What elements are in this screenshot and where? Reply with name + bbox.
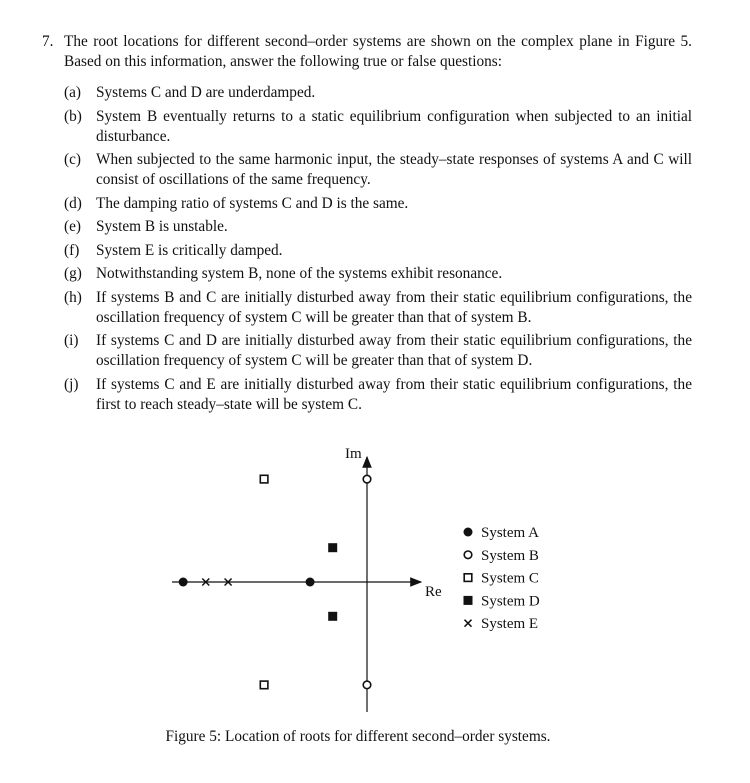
root-system-a: [306, 578, 315, 587]
legend-marker-filled-circle: [464, 528, 473, 537]
item-label: (d): [64, 194, 82, 212]
item-label: (j): [64, 375, 79, 393]
item-label: (b): [64, 107, 82, 125]
root-system-c: [260, 681, 268, 689]
legend-label: System C: [481, 570, 539, 587]
item-text: If systems C and D are initially disturbed away from their static equilibrium configurations, the oscillation frequency of system C will be greater than that of system D.: [96, 332, 692, 369]
root-system-d: [328, 612, 337, 621]
figure-caption: Figure 5: Location of roots for different second–order systems.: [165, 728, 551, 745]
item-label: (a): [64, 84, 81, 101]
root-system-b: [363, 475, 371, 483]
legend-label: System D: [481, 593, 540, 610]
item-text: System B is unstable.: [96, 218, 228, 235]
item-label: (g): [64, 265, 82, 282]
root-system-a: [179, 578, 188, 587]
item-text: Notwithstanding system B, none of the systems exhibit resonance.: [96, 265, 503, 282]
root-system-c: [260, 475, 268, 483]
root-system-b: [363, 681, 371, 689]
item-label: (e): [64, 218, 81, 235]
re-axis-label: Re: [425, 584, 442, 600]
item-label: (h): [64, 288, 82, 306]
item-text: Systems C and D are underdamped.: [96, 84, 316, 101]
legend-marker-filled-square: [464, 596, 473, 605]
question-number: 7.: [42, 33, 54, 50]
im-axis-label: Im: [345, 446, 362, 462]
item-text: If systems C and E are initially disturbed away from their static equilibrium configurations, the first to reach steady–state will be system C.: [96, 375, 692, 413]
item-label: (i): [64, 332, 79, 349]
legend-marker-open-square: [464, 574, 472, 582]
legend-marker-open-circle: [464, 551, 472, 559]
item-text: System E is critically damped.: [96, 241, 283, 259]
item-text: System B eventually returns to a static equilibrium configuration when subjected to an initial disturbance.: [96, 107, 692, 145]
legend-label: System B: [481, 547, 539, 564]
question-text: The root locations for different second–order systems are shown on the complex plane in Figure 5. Based on this information, answer the following true or false questions:: [64, 33, 692, 70]
item-text: If systems B and C are initially disturbed away from their static equilibrium configurations, the oscillation frequency of system C will be greater than that of system B.: [96, 288, 692, 326]
legend-marker-cross: [465, 620, 472, 627]
legend-label: System A: [481, 525, 539, 541]
item-label: (f): [64, 241, 80, 259]
item-text: When subjected to the same harmonic input, the steady–state responses of systems A and C will consist of oscillations of the same frequency.: [96, 151, 692, 188]
item-text: The damping ratio of systems C and D is the same.: [96, 194, 409, 212]
root-system-d: [328, 543, 337, 552]
legend-label: System E: [481, 616, 539, 633]
item-label: (c): [64, 151, 81, 168]
